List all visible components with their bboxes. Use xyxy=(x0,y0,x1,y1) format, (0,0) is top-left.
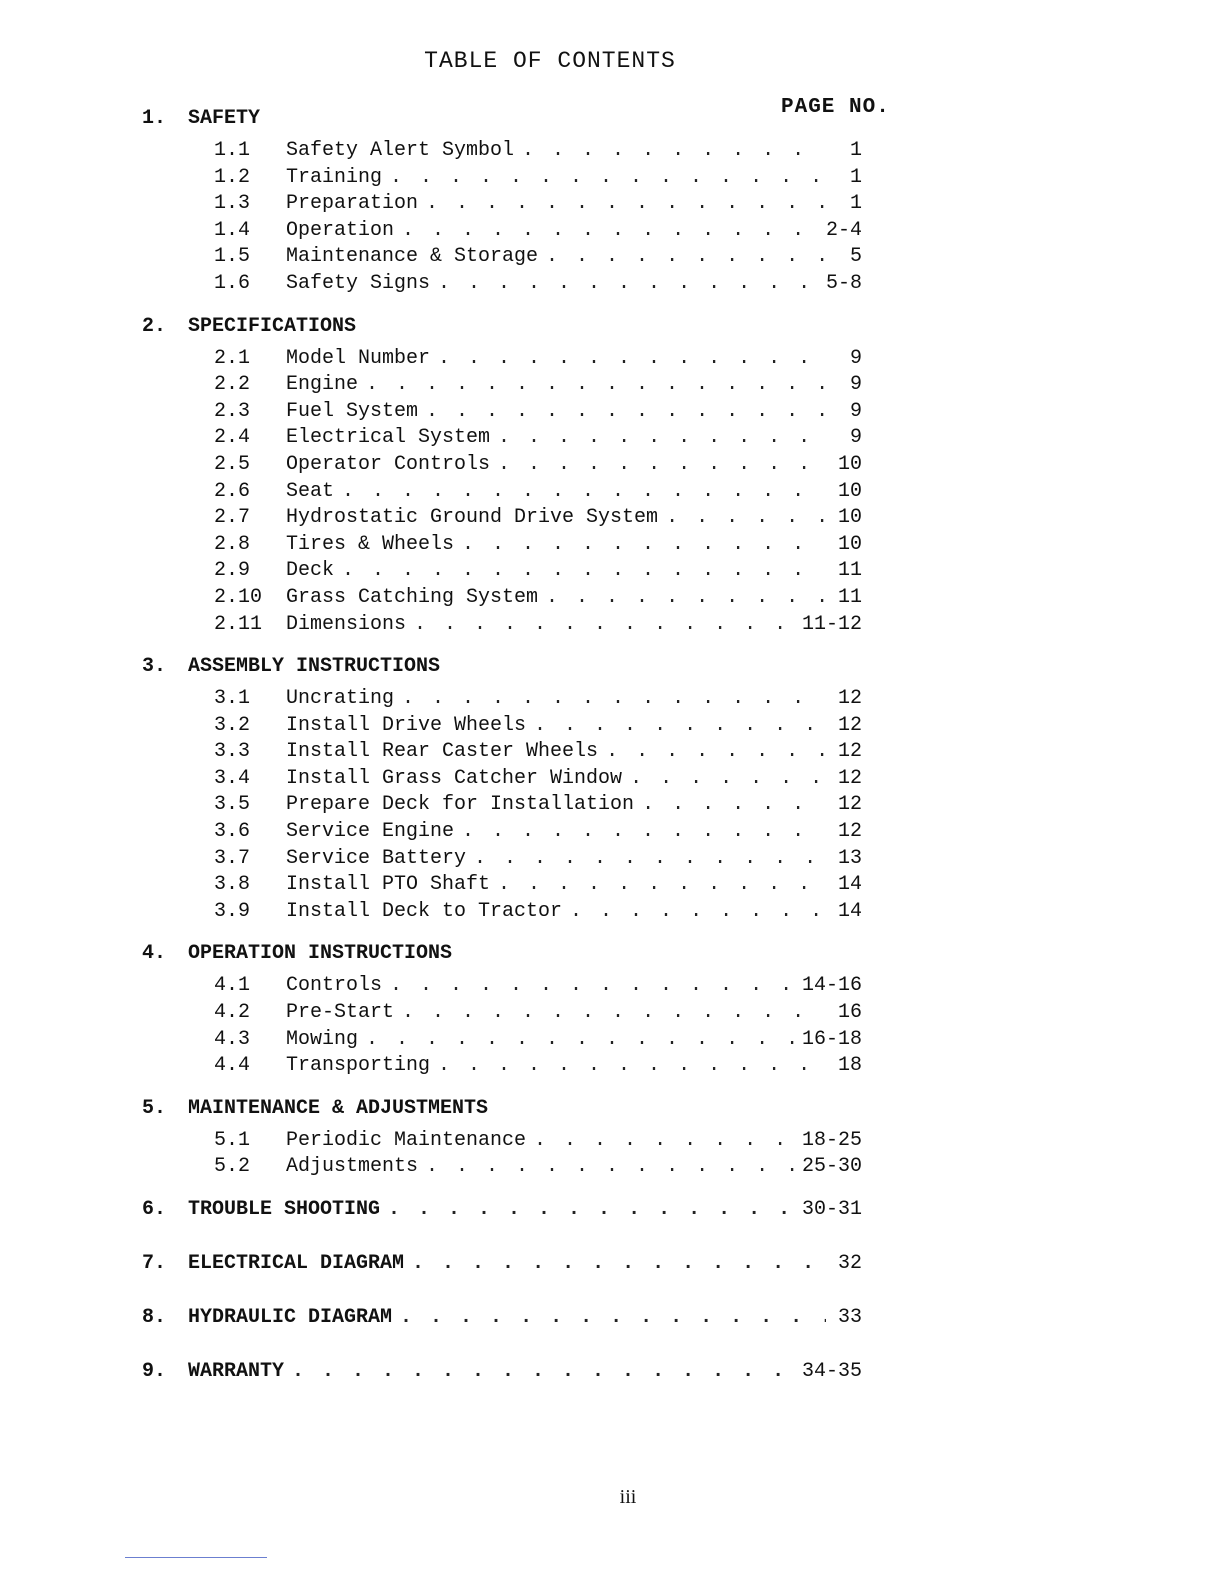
entry-page: 2-4 xyxy=(825,218,862,242)
dot-leader xyxy=(606,739,826,766)
dot-leader xyxy=(426,191,826,218)
entry-page: 14 xyxy=(837,899,862,923)
entry-title: Install PTO Shaft xyxy=(286,873,491,897)
entry-page: 12 xyxy=(837,820,862,844)
section-page: 32 xyxy=(837,1252,862,1275)
entry-title: Maintenance & Storage xyxy=(286,245,539,269)
toc-entry[interactable] xyxy=(142,1027,862,1054)
entry-number: 1.6 xyxy=(214,271,251,295)
entry-title: Model Number xyxy=(286,346,431,370)
entry-page: 10 xyxy=(837,506,862,530)
entry-number: 1.2 xyxy=(214,165,251,189)
toc-entry[interactable] xyxy=(142,452,862,479)
section-entries xyxy=(142,973,862,1079)
dot-leader xyxy=(388,1195,796,1225)
entry-page: 9 xyxy=(849,346,862,370)
dot-leader xyxy=(534,713,826,740)
entry-page: 11 xyxy=(837,559,862,583)
section-title: ELECTRICAL DIAGRAM xyxy=(188,1252,405,1275)
entry-number: 3.2 xyxy=(214,713,251,737)
section-title: SPECIFICATIONS xyxy=(188,314,357,338)
toc-section-assembly-instructions xyxy=(142,652,862,925)
entry-page: 9 xyxy=(849,426,862,450)
dot-leader xyxy=(438,346,826,373)
toc-section-electrical-diagram[interactable] xyxy=(142,1249,862,1279)
dot-leader xyxy=(498,872,826,899)
entry-title: Dimensions xyxy=(286,612,407,636)
entry-title: Engine xyxy=(286,373,359,397)
toc-entry[interactable] xyxy=(142,686,862,713)
dot-leader xyxy=(400,1303,826,1333)
entry-page: 14-16 xyxy=(801,974,862,998)
entry-number: 3.8 xyxy=(214,873,251,897)
table-of-contents xyxy=(142,104,862,1411)
toc-entry[interactable] xyxy=(142,479,862,506)
entry-title: Install Grass Catcher Window xyxy=(286,766,623,790)
entry-title: Uncrating xyxy=(286,687,395,711)
dot-leader xyxy=(630,766,826,793)
dot-leader xyxy=(402,1000,826,1027)
dot-leader xyxy=(438,1053,826,1080)
toc-entry[interactable] xyxy=(142,973,862,1000)
toc-section-trouble-shooting[interactable] xyxy=(142,1195,862,1225)
footer-rule xyxy=(125,1557,267,1558)
entry-title: Seat xyxy=(286,479,335,503)
toc-entry[interactable] xyxy=(142,346,862,373)
entry-title: Install Rear Caster Wheels xyxy=(286,740,599,764)
dot-leader xyxy=(402,686,826,713)
entry-number: 5.2 xyxy=(214,1155,251,1179)
entry-page: 18 xyxy=(837,1054,862,1078)
dot-leader xyxy=(546,244,826,271)
entry-page: 11 xyxy=(837,585,862,609)
dot-leader xyxy=(438,271,820,298)
section-entries xyxy=(142,1128,862,1181)
entry-title: Pre-Start xyxy=(286,1001,395,1025)
dot-leader xyxy=(498,425,826,452)
dot-leader xyxy=(666,505,826,532)
toc-entry[interactable] xyxy=(142,792,862,819)
section-heading xyxy=(142,1249,862,1279)
entry-title: Prepare Deck for Installation xyxy=(286,793,635,817)
section-title: OPERATION INSTRUCTIONS xyxy=(188,942,453,966)
page-title: TABLE OF CONTENTS xyxy=(424,48,676,74)
section-heading xyxy=(142,1303,862,1333)
entry-page: 14 xyxy=(837,873,862,897)
dot-leader xyxy=(546,585,826,612)
toc-entry[interactable] xyxy=(142,505,862,532)
dot-leader xyxy=(414,612,796,639)
section-entries xyxy=(142,346,862,639)
entry-title: Electrical System xyxy=(286,426,491,450)
entry-page: 5-8 xyxy=(825,271,862,295)
dot-leader xyxy=(292,1357,796,1387)
entry-number: 2.8 xyxy=(214,532,251,556)
section-number: 5. xyxy=(142,1096,167,1120)
entry-number: 1.3 xyxy=(214,192,251,216)
entry-title: Hydrostatic Ground Drive System xyxy=(286,506,659,530)
section-title: MAINTENANCE & ADJUSTMENTS xyxy=(188,1096,489,1120)
section-number: 2. xyxy=(142,314,167,338)
entry-page: 25-30 xyxy=(801,1155,862,1179)
entry-page: 1 xyxy=(849,192,862,216)
entry-number: 3.7 xyxy=(214,846,251,870)
section-heading xyxy=(142,1094,862,1124)
toc-entry[interactable] xyxy=(142,739,862,766)
dot-leader xyxy=(342,479,826,506)
entry-number: 2.3 xyxy=(214,399,251,423)
dot-leader xyxy=(426,399,826,426)
section-title: ASSEMBLY INSTRUCTIONS xyxy=(188,655,441,679)
entry-page: 1 xyxy=(849,139,862,162)
entry-number: 5.1 xyxy=(214,1128,251,1152)
dot-leader xyxy=(402,218,820,245)
entry-number: 2.5 xyxy=(214,452,251,476)
entry-title: Safety Alert Symbol xyxy=(286,139,515,162)
dot-leader xyxy=(522,138,826,165)
toc-entry[interactable] xyxy=(142,1154,862,1181)
entry-title: Training xyxy=(286,165,383,189)
entry-number: 2.1 xyxy=(214,346,251,370)
dot-leader xyxy=(366,1027,796,1054)
entry-number: 1.1 xyxy=(214,139,251,162)
entry-page: 16 xyxy=(837,1001,862,1025)
page-number-column-header: PAGE NO. xyxy=(781,96,890,119)
dot-leader xyxy=(412,1249,826,1279)
toc-entry[interactable] xyxy=(142,244,862,271)
entry-page: 11-12 xyxy=(801,612,862,636)
entry-page: 12 xyxy=(837,793,862,817)
toc-section-warranty[interactable] xyxy=(142,1357,862,1387)
entry-number: 3.9 xyxy=(214,899,251,923)
section-title: TROUBLE SHOOTING xyxy=(188,1198,381,1221)
toc-entry[interactable] xyxy=(142,846,862,873)
entry-page: 9 xyxy=(849,373,862,397)
entry-page: 1 xyxy=(849,165,862,189)
toc-entry[interactable] xyxy=(142,372,862,399)
toc-entry[interactable] xyxy=(142,766,862,793)
toc-section-operation-instructions xyxy=(142,939,862,1079)
entry-number: 3.5 xyxy=(214,793,251,817)
entry-page: 18-25 xyxy=(801,1128,862,1152)
entry-number: 2.4 xyxy=(214,426,251,450)
section-number: 4. xyxy=(142,942,167,966)
section-heading xyxy=(142,1357,862,1387)
toc-entry[interactable] xyxy=(142,1000,862,1027)
entry-title: Safety Signs xyxy=(286,271,431,295)
section-number: 6. xyxy=(142,1198,167,1221)
section-heading xyxy=(142,312,862,342)
toc-section-safety xyxy=(142,104,862,298)
section-heading xyxy=(142,1195,862,1225)
entry-number: 3.3 xyxy=(214,740,251,764)
dot-leader xyxy=(366,372,826,399)
entry-number: 2.2 xyxy=(214,373,251,397)
entry-title: Operation xyxy=(286,218,395,242)
entry-title: Service Battery xyxy=(286,846,467,870)
toc-entry[interactable] xyxy=(142,138,862,165)
toc-section-hydraulic-diagram[interactable] xyxy=(142,1303,862,1333)
dot-leader xyxy=(642,792,826,819)
toc-entry[interactable] xyxy=(142,1128,862,1155)
dot-leader xyxy=(426,1154,796,1181)
entry-page: 10 xyxy=(837,452,862,476)
entry-number: 3.4 xyxy=(214,766,251,790)
toc-entry[interactable] xyxy=(142,612,862,639)
section-heading xyxy=(142,652,862,682)
entry-page: 13 xyxy=(837,846,862,870)
entry-page: 12 xyxy=(837,687,862,711)
entry-page: 10 xyxy=(837,532,862,556)
dot-leader xyxy=(342,558,826,585)
toc-entry[interactable] xyxy=(142,532,862,559)
toc-entry[interactable] xyxy=(142,425,862,452)
toc-entry[interactable] xyxy=(142,585,862,612)
section-number: 7. xyxy=(142,1252,167,1275)
entry-title: Service Engine xyxy=(286,820,455,844)
section-number: 3. xyxy=(142,655,167,679)
toc-entry[interactable] xyxy=(142,899,862,926)
entry-title: Install Drive Wheels xyxy=(286,713,527,737)
section-title: WARRANTY xyxy=(188,1360,285,1383)
dot-leader xyxy=(474,846,826,873)
entry-number: 2.11 xyxy=(214,612,263,636)
entry-page: 5 xyxy=(849,245,862,269)
entry-number: 3.1 xyxy=(214,687,251,711)
toc-entry[interactable] xyxy=(142,558,862,585)
section-title: HYDRAULIC DIAGRAM xyxy=(188,1306,393,1329)
dot-leader xyxy=(462,532,826,559)
entry-number: 2.10 xyxy=(214,585,263,609)
section-heading xyxy=(142,939,862,969)
toc-entry[interactable] xyxy=(142,165,862,192)
entry-number: 3.6 xyxy=(214,820,251,844)
entry-number: 4.1 xyxy=(214,974,251,998)
section-page: 33 xyxy=(837,1306,862,1329)
dot-leader xyxy=(534,1128,796,1155)
entry-number: 2.9 xyxy=(214,559,251,583)
section-page: 34-35 xyxy=(801,1360,862,1383)
entry-title: Grass Catching System xyxy=(286,585,539,609)
toc-entry[interactable] xyxy=(142,713,862,740)
entry-number: 1.4 xyxy=(214,218,251,242)
entry-title: Tires & Wheels xyxy=(286,532,455,556)
entry-number: 4.4 xyxy=(214,1054,251,1078)
toc-entry[interactable] xyxy=(142,872,862,899)
entry-page: 9 xyxy=(849,399,862,423)
dot-leader xyxy=(462,819,826,846)
entry-page: 12 xyxy=(837,766,862,790)
section-number: 9. xyxy=(142,1360,167,1383)
entry-title: Fuel System xyxy=(286,399,419,423)
section-number: 8. xyxy=(142,1306,167,1329)
toc-entry[interactable] xyxy=(142,819,862,846)
toc-entry[interactable] xyxy=(142,191,862,218)
section-entries xyxy=(142,138,862,298)
toc-entry[interactable] xyxy=(142,1053,862,1080)
entry-title: Operator Controls xyxy=(286,452,491,476)
section-number: 1. xyxy=(142,107,167,130)
dot-leader xyxy=(390,973,796,1000)
footer-page-number: iii xyxy=(619,1486,637,1508)
dot-leader xyxy=(390,165,826,192)
section-entries xyxy=(142,686,862,925)
dot-leader xyxy=(498,452,826,479)
toc-entry[interactable] xyxy=(142,399,862,426)
section-title: SAFETY xyxy=(188,107,261,130)
toc-entry[interactable] xyxy=(142,271,862,298)
entry-number: 2.6 xyxy=(214,479,251,503)
entry-title: Install Deck to Tractor xyxy=(286,899,563,923)
entry-number: 4.3 xyxy=(214,1027,251,1051)
entry-number: 4.2 xyxy=(214,1001,251,1025)
entry-page: 12 xyxy=(837,713,862,737)
entry-page: 16-18 xyxy=(801,1027,862,1051)
entry-number: 1.5 xyxy=(214,245,251,269)
entry-title: Mowing xyxy=(286,1027,359,1051)
entry-title: Periodic Maintenance xyxy=(286,1128,527,1152)
entry-title: Deck xyxy=(286,559,335,583)
section-heading xyxy=(142,104,862,134)
entry-page: 12 xyxy=(837,740,862,764)
dot-leader xyxy=(570,899,826,926)
entry-title: Preparation xyxy=(286,192,419,216)
entry-title: Controls xyxy=(286,974,383,998)
section-page: 30-31 xyxy=(801,1198,862,1221)
toc-section-maintenance-adjustments xyxy=(142,1094,862,1181)
entry-number: 2.7 xyxy=(214,506,251,530)
entry-page: 10 xyxy=(837,479,862,503)
entry-title: Adjustments xyxy=(286,1155,419,1179)
toc-entry[interactable] xyxy=(142,218,862,245)
entry-title: Transporting xyxy=(286,1054,431,1078)
toc-section-specifications xyxy=(142,312,862,639)
